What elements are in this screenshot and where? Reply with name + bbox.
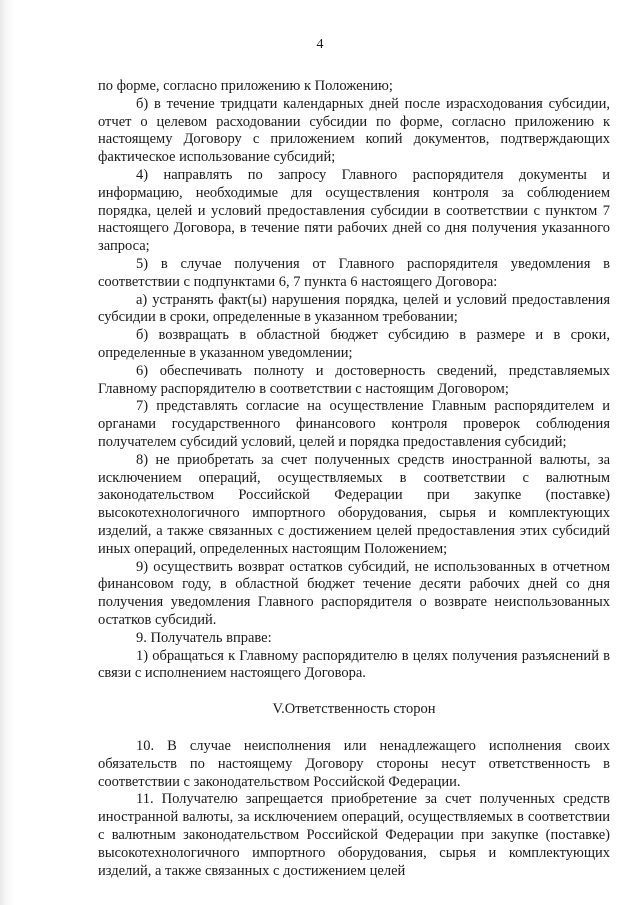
paragraph: 5) в случае получения от Главного распорядителя уведомления в соответствии с подпунктами 6, 7 пункта 6 настоящего Договора: — [98, 255, 610, 290]
paragraph: 1) обращаться к Главному распорядителю в целях получения разъяснений в связи с исполнением настоящего Договора. — [98, 647, 610, 682]
paragraph: 7) представлять согласие на осуществление Главным распорядителем и органами государственного финансового контроля проверок соблюдения получателем субсидий условий, целей и порядка предоставления субсидий; — [98, 398, 610, 450]
paragraph: 6) обеспечивать полноту и достоверность сведений, представляемых Главному распорядителю в соответствии с настоящим Договором; — [98, 362, 610, 397]
document-body — [98, 78, 610, 880]
paragraph: по форме, согласно приложению к Положению; — [98, 78, 393, 94]
paragraph: а) устранять факт(ы) нарушения порядка, целей и условий предоставления субсидии в сроки, определенные в указанном требовании; — [98, 291, 610, 326]
paragraph: 10. В случае неисполнения или ненадлежащего исполнения своих обязательств по настоящему Договору стороны несут ответственность в соответствии с законодательством Российской Федерации. — [98, 738, 610, 790]
paragraph: 9) осуществить возврат остатков субсидий, не использованных в отчетном финансовом году, в областной бюджет течение десяти рабочих дней со дня получения уведомления Главного распорядителя о возврате неиспользованных остатков субсидий. — [98, 558, 610, 628]
section-heading: V.Ответственность сторон — [272, 701, 436, 718]
paragraph: 11. Получателю запрещается приобретение за счет полученных средств иностранной валюты, за исключением операций, осуществляемых в соответствии с валютным законодательством Российской Федерации при закупке (поставке) высокотехнологичного импортного оборудования, сырья и комплектующих изделий, а также связанных с достижением целей — [98, 791, 610, 879]
scan-left-edge — [0, 0, 14, 905]
paragraph: 8) не приобретать за счет полученных средств иностранной валюты, за исключением операций, осуществляемых в соответствии с валютным законодательством Российской Федерации при закупке (поставке) высокотехнологичного импортного оборудования, сырья и комплектующих изделий, а также связанных с достижением целей предоставления этих субсидий иных операций, определенных настоящим Положением; — [98, 451, 610, 557]
paragraph: б) возвращать в областной бюджет субсидию в размере и в сроки, определенные в указанном уведомлении; — [98, 327, 610, 361]
page-number: 4 — [316, 37, 324, 52]
paragraph: 9. Получатель вправе: — [136, 629, 272, 646]
paragraph: б) в течение тридцати календарных дней после израсходования субсидии, отчет о целевом расходовании субсидии по форме, согласно приложению к настоящему Договору с приложением копий документов, подтверждающих фактическое использование субсидий; — [98, 95, 610, 166]
paragraph: 4) направлять по запросу Главного распорядителя документы и информацию, необходимые для осуществления контроля за соблюдением порядка, целей и условий предоставления субсидии в соответствии с пунктом 7 настоящего Договора, в течение пяти рабочих дней со дня получения указанного запроса; — [98, 166, 610, 255]
